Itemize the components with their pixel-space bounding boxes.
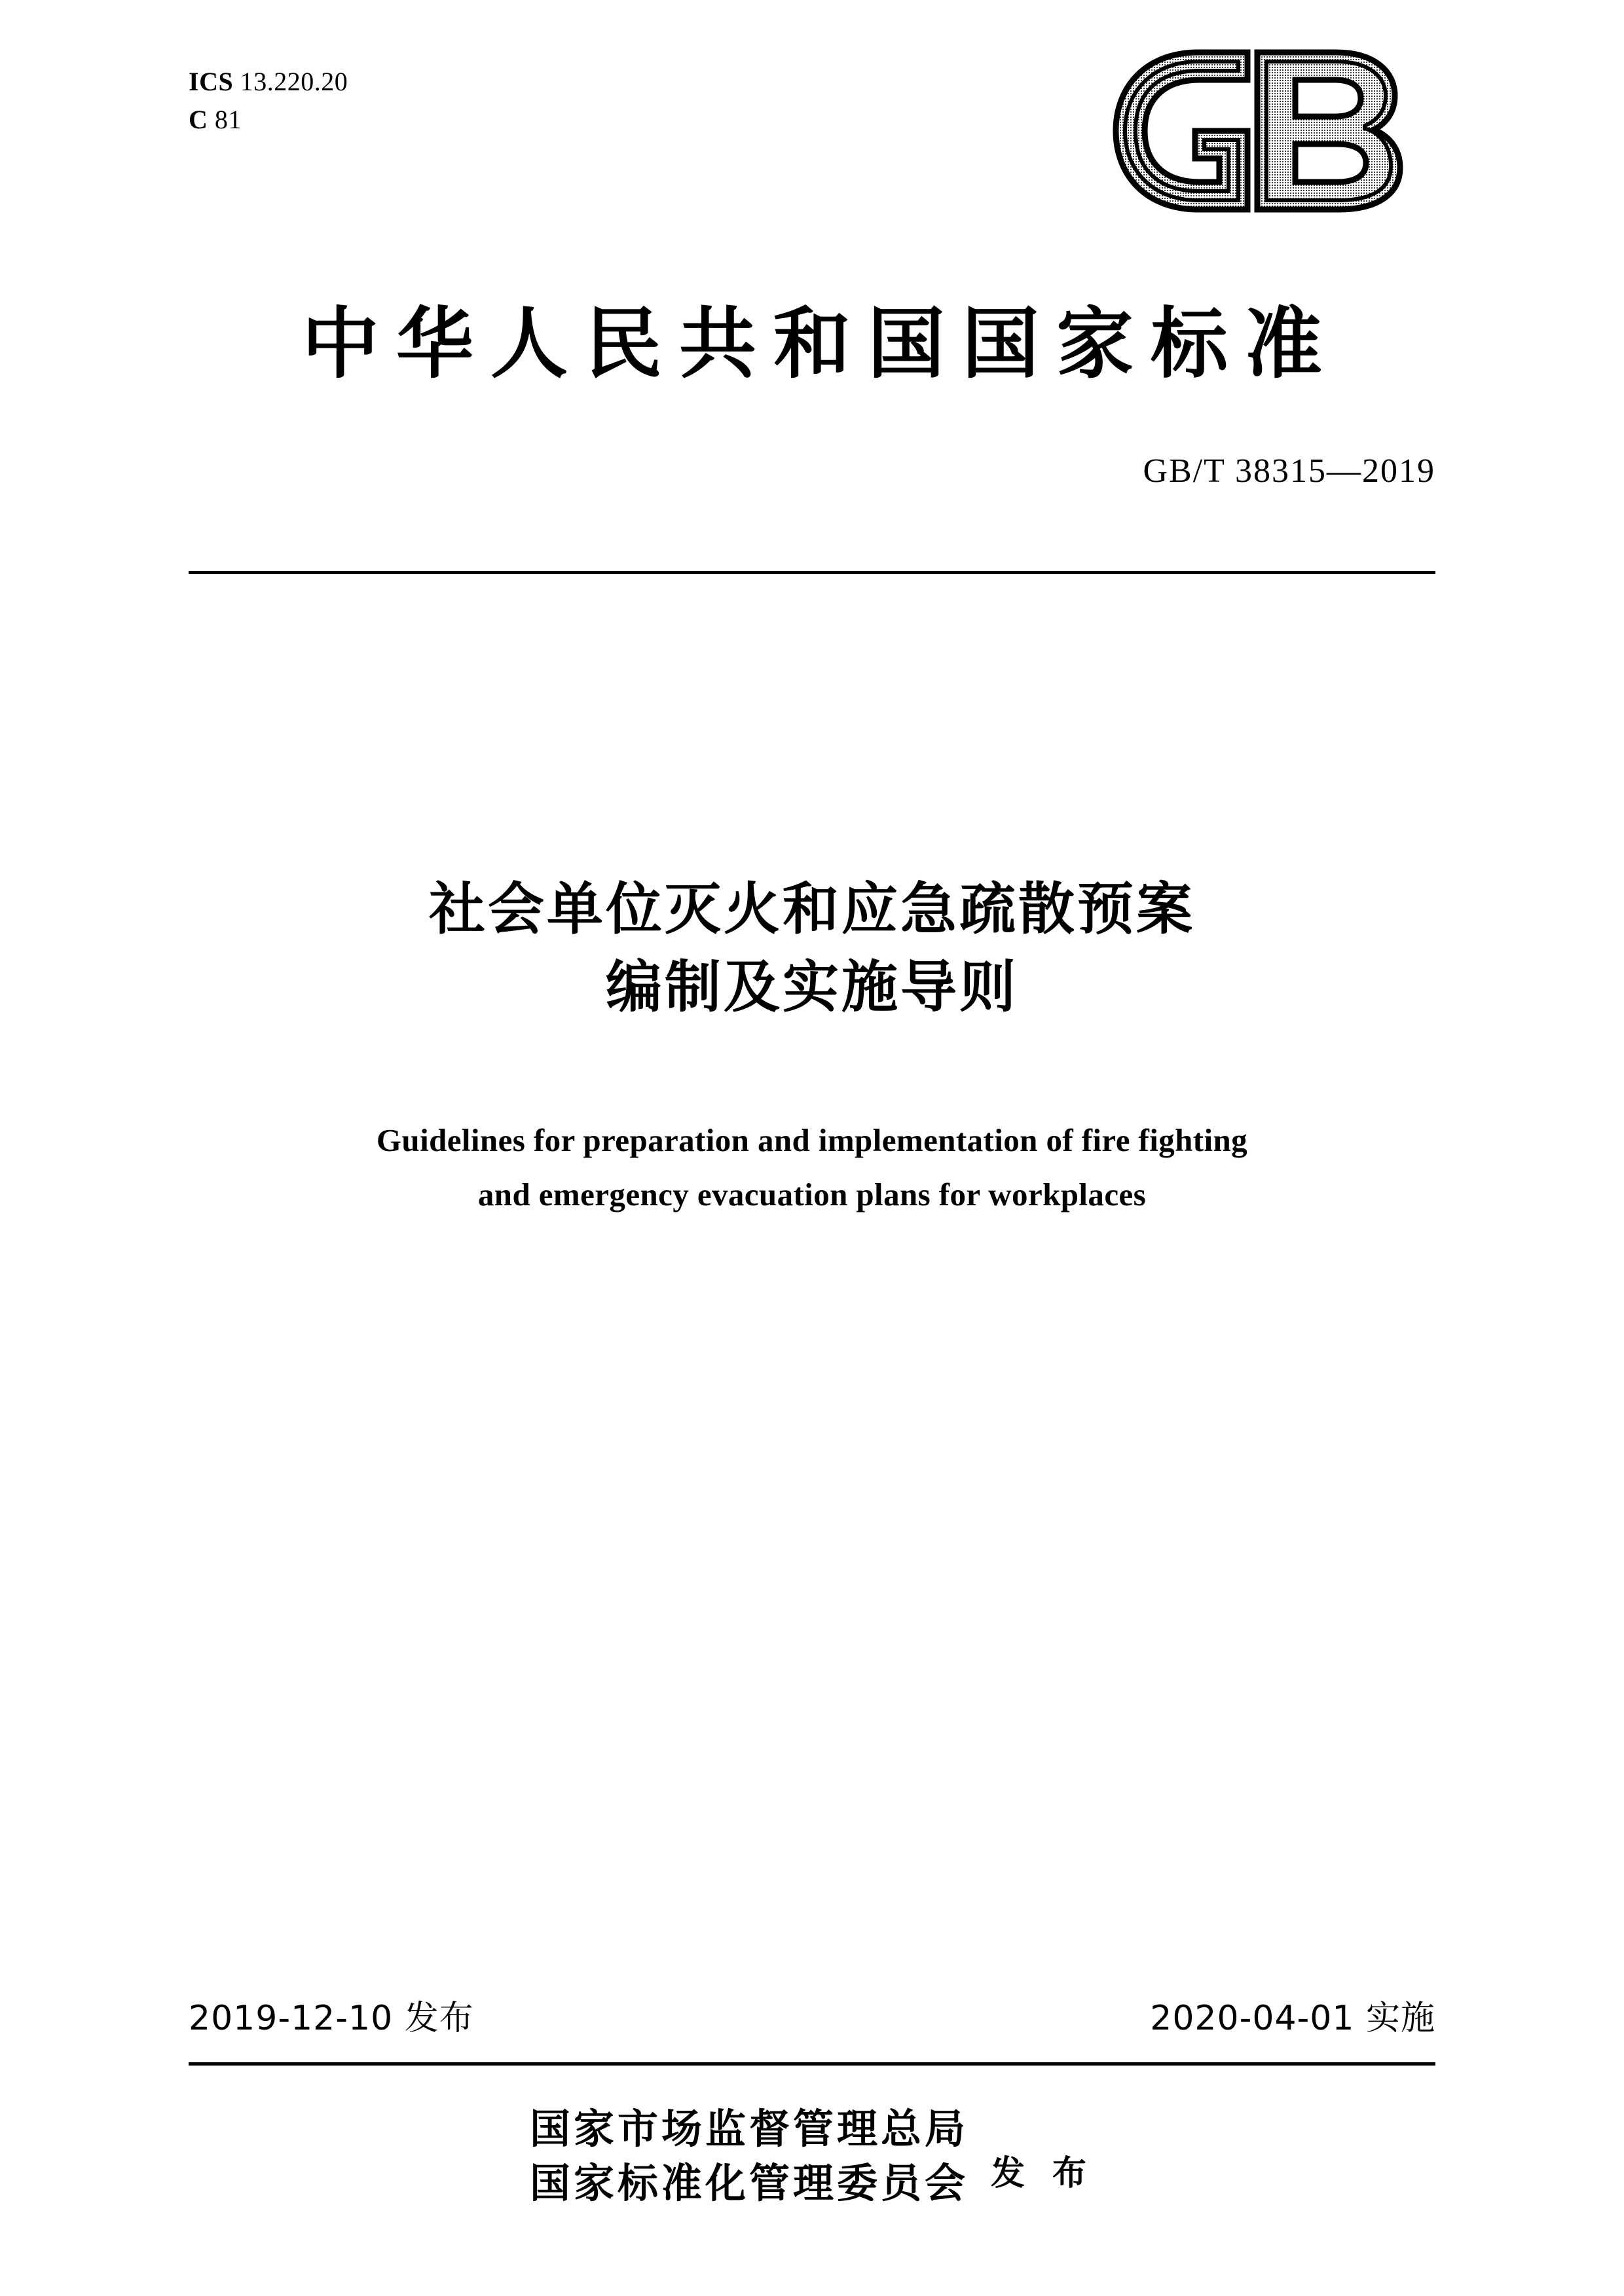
ics-classification-block [189, 63, 348, 139]
publisher-line2: 国家标准化管理委员会 [529, 2159, 969, 2208]
publisher-line1: 国家市场监督管理总局 [529, 2104, 969, 2153]
national-standard-title: 中华人民共和国国家标准 [301, 299, 1339, 389]
gb-logo-icon [1107, 46, 1434, 216]
document-title-zh-line1: 社会单位灭火和应急疏散预案 [429, 877, 1195, 942]
document-title-en-line2: and emergency evacuation plans for workplaces [477, 1176, 1147, 1213]
standard-number: GB/T 38315—2019 [1143, 452, 1435, 490]
document-title-zh-line2: 编制及实施导则 [606, 954, 1018, 1020]
document-title-zh [0, 871, 1624, 1026]
issue-date: 2019-12-10 发布 [189, 1999, 474, 2038]
classification-value: 81 [214, 105, 242, 134]
publisher-names [530, 2102, 969, 2211]
document-title-en-line1: Guidelines for preparation and implementation of fire fighting [376, 1122, 1248, 1158]
publisher-block [0, 2102, 1624, 2211]
ics-value: 13.220.20 [240, 67, 348, 96]
document-title-en [0, 1113, 1624, 1222]
classification-label: C [189, 105, 208, 134]
header-divider [189, 571, 1435, 574]
ics-line [189, 63, 348, 101]
footer-divider [189, 2062, 1435, 2066]
classification-line [189, 101, 348, 139]
effective-date: 2020-04-01 实施 [1150, 1999, 1435, 2038]
publisher-verb: 发 布 [990, 2153, 1095, 2193]
ics-label: ICS [189, 67, 234, 96]
